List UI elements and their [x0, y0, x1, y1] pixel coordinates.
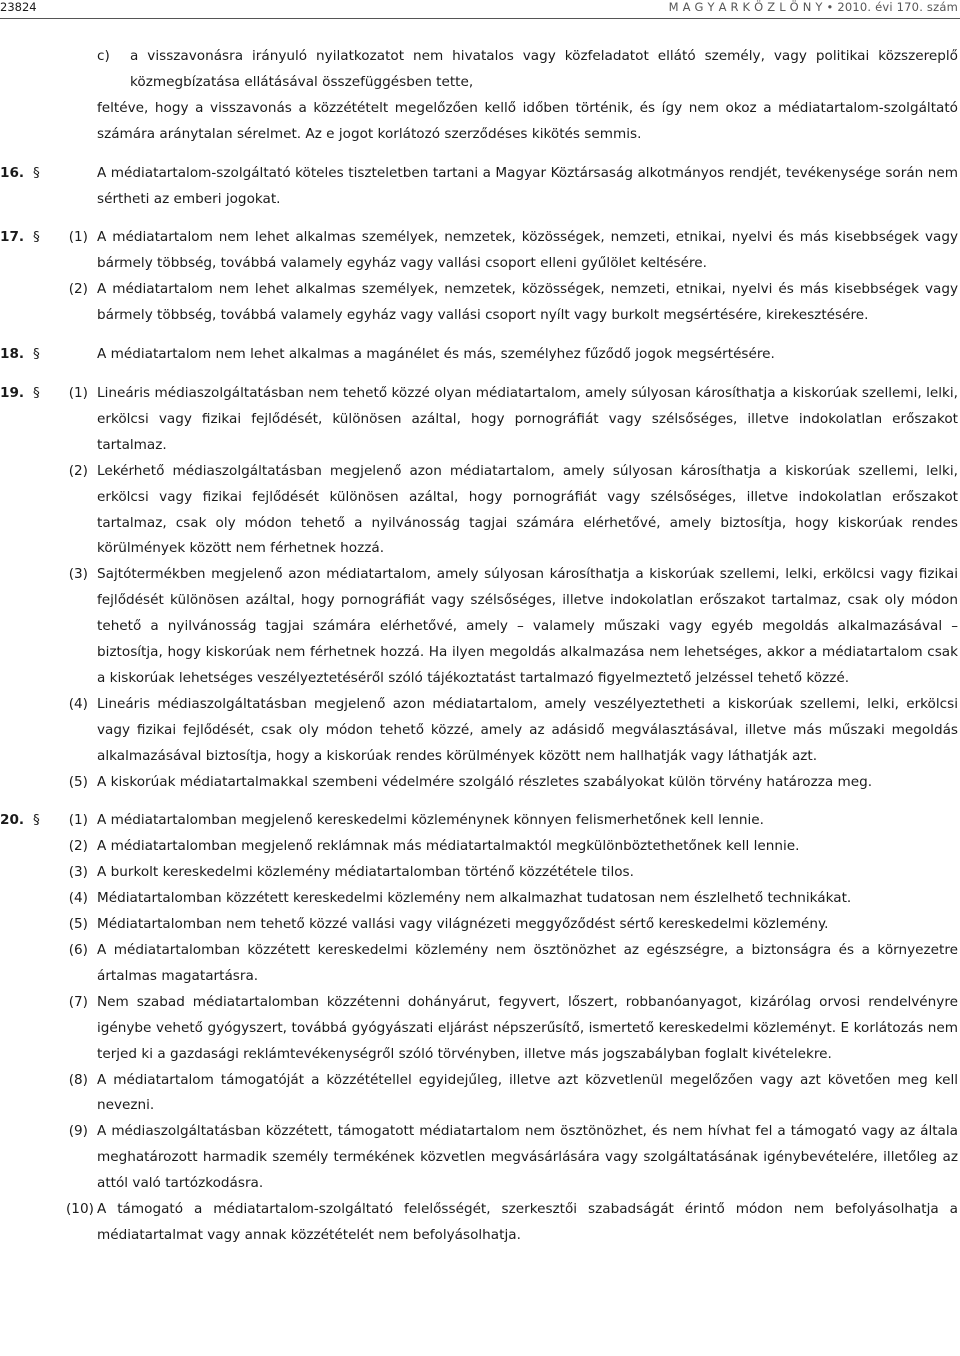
- section: [0, 342, 960, 368]
- subsection-number: (7): [68, 993, 88, 1010]
- paragraph-sign: §: [33, 384, 40, 401]
- section-number: 17.: [0, 229, 25, 246]
- paragraph-sign: §: [33, 346, 40, 363]
- section-number: 16.: [0, 164, 25, 181]
- paragraph-text: A támogató a médiatartalom-szolgáltató felelősségét, szerkesztői szabadságát érintő módon nem befolyásolhatja a médiatartalmat vagy annak közzétételét nem befolyásolhatja.: [97, 1201, 958, 1243]
- subsection-number: (1): [68, 384, 88, 401]
- subsection-number: (4): [68, 890, 88, 907]
- subsection-number: (2): [68, 462, 88, 479]
- subsection-number: (2): [68, 281, 88, 298]
- paragraph: [0, 990, 960, 1068]
- item-text: a visszavonásra irányuló nyilatkozatot nem hivatalos vagy közfeladatot ellátó személy, vagy politikai közszereplő közmegbízatása ellátásával összefüggésben tette,: [130, 48, 958, 90]
- paragraph-text: Médiatartalomban nem tehető közzé vallási vagy világnézeti meggyőződést sértő kereskedelmi közlemény.: [97, 916, 829, 933]
- paragraph-sign: §: [33, 229, 40, 246]
- paragraph-text: A médiatartalom nem lehet alkalmas a magánélet és más, személyhez fűződő jogok megsértésére.: [97, 346, 775, 363]
- paragraph: [0, 1068, 960, 1120]
- paragraph-text: A médiatartalom támogatóját a közzététellel egyidejűleg, illetve azt közvetlenül megelőzően vagy azt követően meg kell nevezni.: [97, 1071, 958, 1114]
- document-body: [0, 44, 960, 1249]
- subsection-number: (6): [68, 942, 88, 958]
- paragraph: [0, 886, 960, 912]
- paragraph: [0, 808, 960, 834]
- paragraph-text: Lineáris médiaszolgáltatásban megjelenő azon médiatartalom, amely veszélyeztetheti a kiskorúak szellemi, lelki, erkölcsi vagy fizikai fejlődését, csak oly módon tehető közzé, amely az adásidő megválasztásával, illetve más műszaki megoldás alkalmazásával biztosítja, hogy a kiskorúak rendes körülmények között nem hallhatják vagy láthatják azt.: [97, 695, 958, 764]
- sections-list: [0, 161, 960, 1249]
- paragraph-text: A médiatartalomban közzétett kereskedelmi közlemény nem ösztönözhet az egészségre, a biztonságra és a környezetre ártalmas magatartásra.: [97, 942, 958, 984]
- section: [0, 808, 960, 1248]
- paragraph: [0, 381, 960, 459]
- paragraph-text: A médiatartalomban megjelenő reklámnak más médiatartalmaktól megkülönböztethetőnek kell lennie.: [97, 838, 800, 855]
- subsection-number: (1): [68, 229, 88, 246]
- paragraph: [0, 562, 960, 692]
- item-label: c): [97, 48, 110, 64]
- publication-title: M A G Y A R K Ö Z L Ö N Y • 2010. évi 170. szám: [668, 0, 958, 14]
- subsection-number: (4): [68, 695, 88, 712]
- subsection-number: (1): [68, 812, 88, 829]
- paragraph: [0, 938, 960, 990]
- page-header: [0, 0, 960, 14]
- continuation-text: feltéve, hogy a visszavonás a közzétételt megelőzően kellő időben történik, és így nem okoz a médiatartalom-szolgáltató számára aránytalan sérelmet. Az e jogot korlátozó szerződéses kikötés semmis.: [97, 99, 958, 142]
- paragraph: [0, 770, 960, 796]
- page-number: 23824: [0, 0, 37, 14]
- intro-continuation: [0, 96, 960, 148]
- paragraph: [0, 1119, 960, 1197]
- subsection-number: (9): [68, 1123, 88, 1140]
- subsection-number: (8): [68, 1071, 88, 1088]
- paragraph-sign: §: [33, 164, 40, 181]
- section: [0, 161, 960, 213]
- intro-item-c: [0, 44, 960, 96]
- section-number: 19.: [0, 384, 25, 401]
- paragraph: [0, 225, 960, 277]
- paragraph-text: Lekérhető médiaszolgáltatásban megjelenő azon médiatartalom, amely súlyosan károsíthatja a kiskorúak szellemi, lelki, erkölcsi vagy fizikai fejlődését különösen azáltal, hogy pornográfiát vagy szélsőséges, illetve indokolatlan erőszakot tartalmaz, csak oly módon tehető a nyilvánosság tagjai számára elérhetővé, amely biztosítja, hogy kiskorúak rendes körülmények között nem férhetnek hozzá.: [97, 462, 958, 557]
- paragraph-text: A médiatartalom nem lehet alkalmas személyek, nemzetek, közösségek, nemzeti, etnikai, nyelvi és más kisebbségek vagy bármely többség, továbbá valamely egyház vagy vallási csoport nyílt vagy burkolt megsértésére, kirekesztésére.: [97, 281, 958, 324]
- subsection-number: (3): [68, 566, 88, 583]
- paragraph-text: A kiskorúak médiatartalmakkal szembeni védelmére szolgáló részletes szabályokat külön törvény határozza meg.: [97, 773, 873, 790]
- paragraph-text: A médiatartalomban megjelenő kereskedelmi közleménynek könnyen felismerhetőnek kell lennie.: [97, 812, 764, 829]
- paragraph-sign: §: [33, 812, 40, 829]
- subsection-number: (5): [68, 916, 88, 933]
- paragraph-text: Médiatartalomban közzétett kereskedelmi közlemény nem alkalmazhat tudatosan nem észlelhető technikákat.: [97, 890, 852, 907]
- paragraph-text: Nem szabad médiatartalomban közzétenni dohányárut, fegyvert, lőszert, robbanóanyagot, kizárólag orvosi rendelvényre igénybe vehető gyógyszert, továbbá gyógyászati eljárást népszerűsítő, ismertető kereskedelmi közleményt. E korlátozás nem terjed ki a gazdasági reklámtevékenységről szóló törvényben, illetve más jogszabályban foglalt kivételekre.: [97, 993, 958, 1062]
- paragraph: [0, 692, 960, 770]
- subsection-number: (5): [68, 773, 88, 790]
- section-number: 18.: [0, 346, 25, 363]
- paragraph: [0, 342, 960, 368]
- section-number: 20.: [0, 812, 25, 829]
- subsection-number: (3): [68, 864, 88, 881]
- paragraph-text: A médiaszolgáltatásban közzétett, támogatott médiatartalom nem ösztönözhet, és nem hívhat fel a támogató vagy az általa meghatározott harmadik személy termékének közvetlen megvásárlására vagy szolgáltatásának igénybevételére, illetőleg az attól való tartózkodásra.: [97, 1123, 958, 1192]
- paragraph: [0, 912, 960, 938]
- paragraph: [0, 459, 960, 563]
- paragraph: [0, 834, 960, 860]
- paragraph-text: A médiatartalom nem lehet alkalmas személyek, nemzetek, közösségek, nemzeti, etnikai, nyelvi és más kisebbségek vagy bármely többség, továbbá valamely egyház vagy vallási csoport elleni gyűlölet keltésére.: [97, 229, 958, 272]
- paragraph-text: Lineáris médiaszolgáltatásban nem tehető közzé olyan médiatartalom, amely súlyosan károsíthatja a kiskorúak szellemi, lelki, erkölcsi vagy fizikai fejlődését, különösen azáltal, hogy pornográfiát vagy szélsőséges, illetve indokolatlan erőszakot tartalmaz.: [97, 384, 958, 453]
- paragraph: [0, 860, 960, 886]
- paragraph-text: Sajtótermékben megjelenő azon médiatartalom, amely súlyosan károsíthatja a kiskorúak szellemi, lelki, erkölcsi vagy fizikai fejlődését különösen azáltal, hogy pornográfiát vagy szélsőséges, illetve indokolatlan erőszakot tartalmaz, csak oly módon tehető a nyilvánosság tagjai számára elérhetővé, amely – valamely műszaki vagy egyéb megoldás alkalmazásával – biztosítja, hogy kiskorúak nem férhetnek hozzá. Ha ilyen megoldás alkalmazása nem lehetséges, akkor a médiatartalom csak a kiskorúak lehetséges veszélyeztetéséről szóló tájékoztatást tartalmazó figyelmeztető jelzéssel tehető közzé.: [97, 566, 958, 686]
- subsection-number: (10): [66, 1201, 94, 1218]
- paragraph: [0, 1197, 960, 1249]
- paragraph-text: A burkolt kereskedelmi közlemény médiatartalomban történő közzététele tilos.: [97, 864, 634, 881]
- paragraph-text: A médiatartalom-szolgáltató köteles tiszteletben tartani a Magyar Köztársaság alkotmányos rendjét, tevékenysége során nem sértheti az emberi jogokat.: [97, 164, 958, 207]
- paragraph: [0, 277, 960, 329]
- header-rule: [0, 18, 960, 19]
- section: [0, 381, 960, 796]
- section: [0, 225, 960, 329]
- subsection-number: (2): [68, 838, 88, 855]
- paragraph: [0, 161, 960, 213]
